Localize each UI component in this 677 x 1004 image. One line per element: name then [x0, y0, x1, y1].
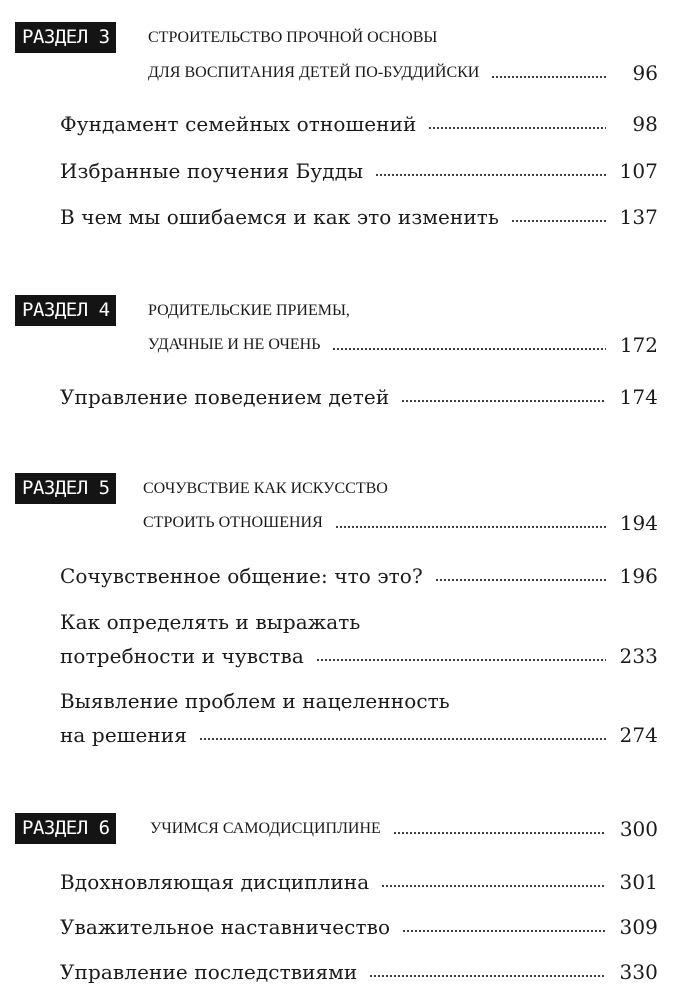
dot-leader — [335, 526, 606, 528]
section-title-line-2: СТРОИТЬ ОТНОШЕНИЯ 194 — [143, 508, 658, 538]
section-title-line-1: УЧИМСЯ САМОДИСЦИПЛИНЕ 300 — [150, 814, 658, 844]
section-title-line-2: ДЛЯ ВОСПИТАНИЯ ДЕТЕЙ ПО-БУДДИЙСКИ 96 — [148, 58, 658, 88]
entry-title: Фундамент семейных отношений — [60, 112, 417, 136]
dot-leader — [381, 885, 606, 887]
toc-entry-line-2[interactable] — [60, 640, 658, 672]
entry-page-number: 174 — [619, 385, 658, 409]
entry-page-number: 196 — [619, 564, 658, 588]
section-badge: РАЗДЕЛ 6 — [15, 813, 116, 844]
dot-leader — [435, 579, 606, 581]
entry-title: В чем мы ошибаемся и как это изменить — [60, 205, 499, 229]
entry-page-number: 309 — [619, 915, 658, 939]
entry-page-number: 233 — [619, 644, 658, 668]
dot-leader — [332, 348, 606, 350]
toc-entry[interactable] — [60, 560, 658, 592]
entry-title: Уважительное наставничество — [60, 915, 391, 939]
entry-title: потребности и чувства — [60, 644, 304, 668]
dot-leader — [428, 127, 606, 129]
dot-leader — [401, 400, 606, 402]
toc-entry[interactable] — [60, 108, 658, 140]
toc-entry[interactable] — [60, 956, 658, 988]
entry-title: на решения — [60, 723, 187, 747]
toc-entry-line-1[interactable] — [60, 606, 658, 638]
toc-entry[interactable] — [60, 155, 658, 187]
entry-title: Управление поведением детей — [60, 385, 390, 409]
section-page-number: 96 — [632, 61, 658, 85]
dot-leader — [369, 975, 606, 977]
toc-entry-line-2[interactable] — [60, 719, 658, 751]
dot-leader — [375, 174, 606, 176]
dot-leader — [491, 76, 606, 78]
entry-page-number: 301 — [619, 870, 658, 894]
entry-page-number: 137 — [619, 205, 658, 229]
entry-page-number: 107 — [619, 159, 658, 183]
section-title-line-2: УДАЧНЫЕ И НЕ ОЧЕНЬ 172 — [148, 330, 658, 360]
dot-leader — [402, 930, 606, 932]
entry-title: Выявление проблем и нацеленность — [60, 689, 450, 713]
entry-page-number: 330 — [619, 960, 658, 984]
toc-entry-line-1[interactable] — [60, 685, 658, 717]
toc-entry[interactable] — [60, 911, 658, 943]
toc-entry[interactable] — [60, 866, 658, 898]
dot-leader — [393, 832, 606, 834]
toc-entry[interactable] — [60, 201, 658, 233]
entry-page-number: 98 — [632, 112, 658, 136]
section-badge: РАЗДЕЛ 3 — [15, 22, 116, 53]
section-title-line-1: СТРОИТЕЛЬСТВО ПРОЧНОЙ ОСНОВЫ — [148, 29, 438, 46]
dot-leader — [316, 659, 606, 661]
section-page-number: 194 — [619, 511, 658, 535]
toc-entry[interactable] — [60, 381, 658, 413]
entry-title: Вдохновляющая дисциплина — [60, 870, 370, 894]
section-page-number: 300 — [619, 817, 658, 841]
entry-title: Сочувственное общение: что это? — [60, 564, 423, 588]
section-title-line-1: РОДИТЕЛЬСКИЕ ПРИЕМЫ, — [148, 302, 350, 319]
section-badge: РАЗДЕЛ 5 — [15, 473, 116, 504]
section-title-line-1: СОЧУВСТВИЕ КАК ИСКУССТВО — [143, 480, 388, 497]
section-badge: РАЗДЕЛ 4 — [15, 295, 116, 326]
dot-leader — [511, 220, 606, 222]
entry-title: Управление последствиями — [60, 960, 358, 984]
entry-title: Избранные поучения Будды — [60, 159, 364, 183]
dot-leader — [199, 738, 606, 740]
entry-title: Как определять и выражать — [60, 610, 361, 634]
entry-page-number: 274 — [619, 723, 658, 747]
section-page-number: 172 — [619, 333, 658, 357]
